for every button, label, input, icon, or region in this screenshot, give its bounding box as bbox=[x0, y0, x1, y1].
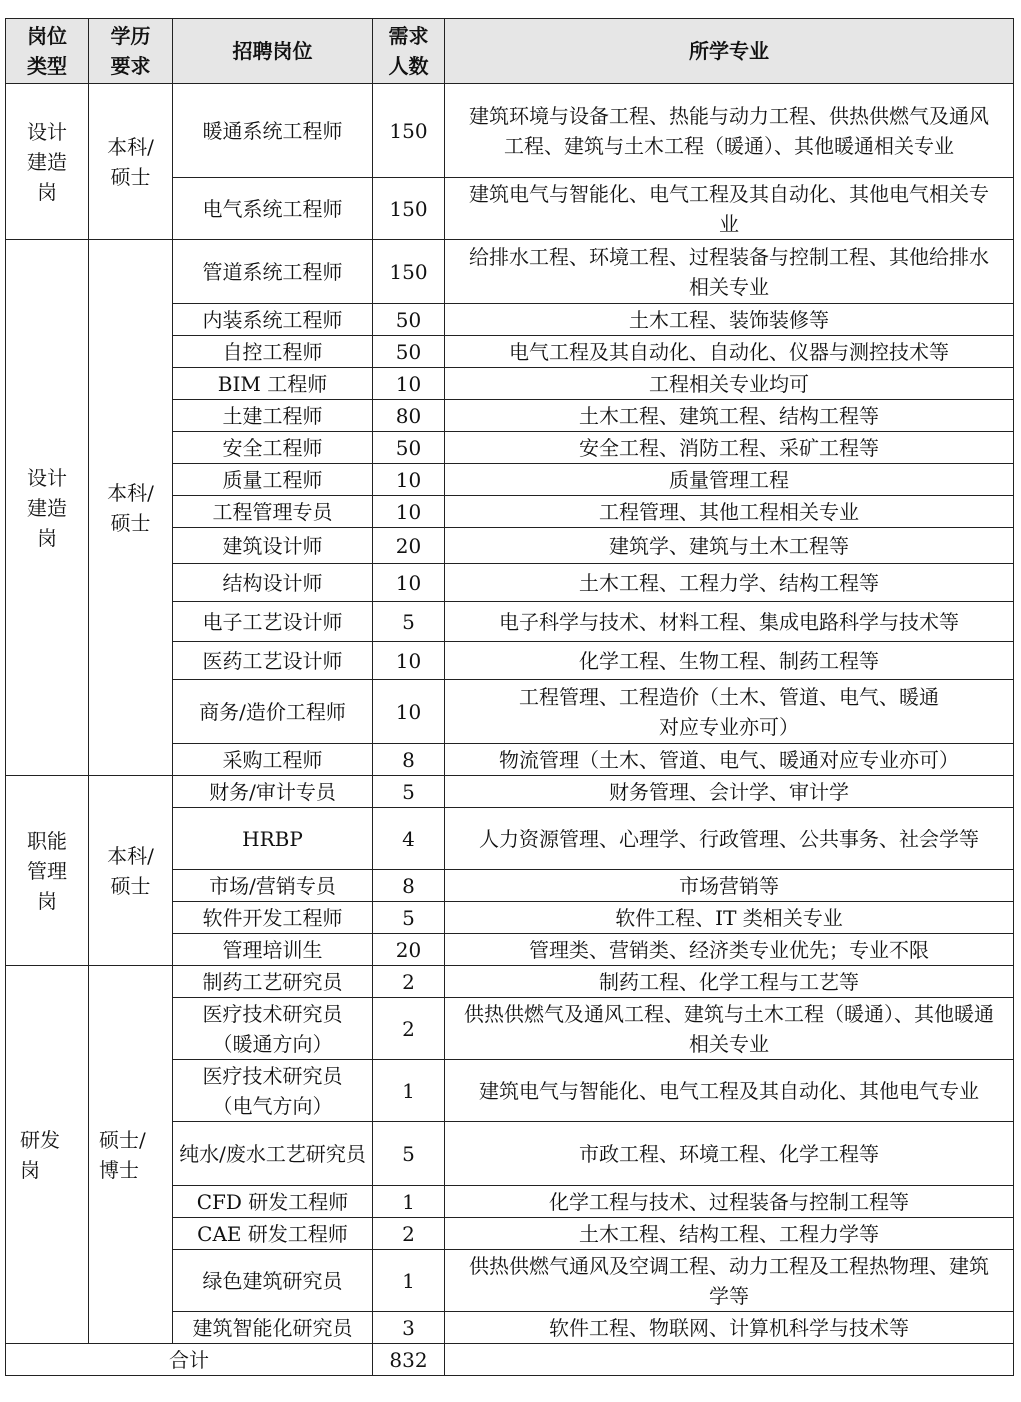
headcount-cell: 2 bbox=[373, 1218, 445, 1250]
major-cell: 管理类、营销类、经济类专业优先；专业不限 bbox=[445, 934, 1014, 966]
total-count: 832 bbox=[373, 1344, 445, 1376]
headcount-cell: 1 bbox=[373, 1060, 445, 1122]
table-row bbox=[6, 84, 1014, 178]
table-row bbox=[6, 240, 1014, 304]
major-cell: 市场营销等 bbox=[445, 870, 1014, 902]
major-cell: 财务管理、会计学、审计学 bbox=[445, 776, 1014, 808]
headcount-cell: 50 bbox=[373, 336, 445, 368]
position-cell: 采购工程师 bbox=[173, 744, 373, 776]
education-cell: 本科/ 硕士 bbox=[89, 776, 173, 966]
major-cell: 供热供燃气通风及空调工程、动力工程及工程热物理、建筑学等 bbox=[445, 1250, 1014, 1312]
position-cell: 内装系统工程师 bbox=[173, 304, 373, 336]
position-cell: 质量工程师 bbox=[173, 464, 373, 496]
position-cell: 医药工艺设计师 bbox=[173, 642, 373, 680]
headcount-cell: 4 bbox=[373, 808, 445, 870]
major-cell: 建筑电气与智能化、电气工程及其自动化、其他电气专业 bbox=[445, 1060, 1014, 1122]
major-cell: 软件工程、IT 类相关专业 bbox=[445, 902, 1014, 934]
major-cell: 安全工程、消防工程、采矿工程等 bbox=[445, 432, 1014, 464]
header-position: 招聘岗位 bbox=[173, 19, 373, 84]
major-cell: 制药工程、化学工程与工艺等 bbox=[445, 966, 1014, 998]
major-cell: 建筑学、建筑与土木工程等 bbox=[445, 528, 1014, 564]
education-cell: 硕士/ 博士 bbox=[89, 966, 173, 1344]
headcount-cell: 10 bbox=[373, 496, 445, 528]
position-cell: 建筑智能化研究员 bbox=[173, 1312, 373, 1344]
position-cell: 建筑设计师 bbox=[173, 528, 373, 564]
major-cell: 工程管理、工程造价（土木、管道、电气、暖通 对应专业亦可） bbox=[445, 680, 1014, 744]
position-cell: 医疗技术研究员 （暖通方向） bbox=[173, 998, 373, 1060]
education-cell: 本科/ 硕士 bbox=[89, 84, 173, 240]
job-category-cell: 研发 岗 bbox=[6, 966, 89, 1344]
header-row bbox=[6, 19, 1014, 84]
headcount-cell: 150 bbox=[373, 84, 445, 178]
total-row bbox=[6, 1344, 1014, 1376]
position-cell: 电子工艺设计师 bbox=[173, 602, 373, 642]
header-type: 岗位 类型 bbox=[6, 19, 89, 84]
major-cell: 电气工程及其自动化、自动化、仪器与测控技术等 bbox=[445, 336, 1014, 368]
major-cell: 电子科学与技术、材料工程、集成电路科学与技术等 bbox=[445, 602, 1014, 642]
major-cell: 给排水工程、环境工程、过程装备与控制工程、其他给排水相关专业 bbox=[445, 240, 1014, 304]
position-cell: 结构设计师 bbox=[173, 564, 373, 602]
headcount-cell: 8 bbox=[373, 870, 445, 902]
education-cell: 本科/ 硕士 bbox=[89, 240, 173, 776]
position-cell: 土建工程师 bbox=[173, 400, 373, 432]
recruitment-table bbox=[5, 18, 1014, 1376]
headcount-cell: 20 bbox=[373, 934, 445, 966]
major-cell: 土木工程、工程力学、结构工程等 bbox=[445, 564, 1014, 602]
headcount-cell: 3 bbox=[373, 1312, 445, 1344]
position-cell: CFD 研发工程师 bbox=[173, 1186, 373, 1218]
headcount-cell: 10 bbox=[373, 564, 445, 602]
position-cell: BIM 工程师 bbox=[173, 368, 373, 400]
position-cell: HRBP bbox=[173, 808, 373, 870]
headcount-cell: 1 bbox=[373, 1186, 445, 1218]
major-cell: 土木工程、装饰装修等 bbox=[445, 304, 1014, 336]
job-category-cell: 设计 建造 岗 bbox=[6, 240, 89, 776]
headcount-cell: 5 bbox=[373, 602, 445, 642]
headcount-cell: 10 bbox=[373, 680, 445, 744]
headcount-cell: 2 bbox=[373, 998, 445, 1060]
major-cell: 土木工程、建筑工程、结构工程等 bbox=[445, 400, 1014, 432]
position-cell: CAE 研发工程师 bbox=[173, 1218, 373, 1250]
position-cell: 医疗技术研究员 （电气方向） bbox=[173, 1060, 373, 1122]
headcount-cell: 20 bbox=[373, 528, 445, 564]
header-major: 所学专业 bbox=[445, 19, 1014, 84]
major-cell: 供热供燃气及通风工程、建筑与土木工程（暖通）、其他暖通相关专业 bbox=[445, 998, 1014, 1060]
headcount-cell: 5 bbox=[373, 776, 445, 808]
major-cell: 软件工程、物联网、计算机科学与技术等 bbox=[445, 1312, 1014, 1344]
major-cell: 工程相关专业均可 bbox=[445, 368, 1014, 400]
major-cell: 质量管理工程 bbox=[445, 464, 1014, 496]
job-category-cell: 职能 管理 岗 bbox=[6, 776, 89, 966]
major-cell: 物流管理（土木、管道、电气、暖通对应专业亦可） bbox=[445, 744, 1014, 776]
headcount-cell: 5 bbox=[373, 1122, 445, 1186]
headcount-cell: 10 bbox=[373, 368, 445, 400]
headcount-cell: 5 bbox=[373, 902, 445, 934]
headcount-cell: 150 bbox=[373, 178, 445, 240]
job-category-cell: 设计 建造 岗 bbox=[6, 84, 89, 240]
headcount-cell: 80 bbox=[373, 400, 445, 432]
major-cell: 人力资源管理、心理学、行政管理、公共事务、社会学等 bbox=[445, 808, 1014, 870]
table-row bbox=[6, 776, 1014, 808]
major-cell: 土木工程、结构工程、工程力学等 bbox=[445, 1218, 1014, 1250]
headcount-cell: 50 bbox=[373, 432, 445, 464]
position-cell: 市场/营销专员 bbox=[173, 870, 373, 902]
position-cell: 商务/造价工程师 bbox=[173, 680, 373, 744]
major-cell: 工程管理、其他工程相关专业 bbox=[445, 496, 1014, 528]
position-cell: 绿色建筑研究员 bbox=[173, 1250, 373, 1312]
total-label: 合计 bbox=[6, 1344, 373, 1376]
position-cell: 安全工程师 bbox=[173, 432, 373, 464]
table-row bbox=[6, 966, 1014, 998]
headcount-cell: 10 bbox=[373, 642, 445, 680]
major-cell: 化学工程与技术、过程装备与控制工程等 bbox=[445, 1186, 1014, 1218]
position-cell: 工程管理专员 bbox=[173, 496, 373, 528]
headcount-cell: 1 bbox=[373, 1250, 445, 1312]
position-cell: 自控工程师 bbox=[173, 336, 373, 368]
position-cell: 电气系统工程师 bbox=[173, 178, 373, 240]
position-cell: 管理培训生 bbox=[173, 934, 373, 966]
major-cell: 市政工程、环境工程、化学工程等 bbox=[445, 1122, 1014, 1186]
headcount-cell: 2 bbox=[373, 966, 445, 998]
position-cell: 管道系统工程师 bbox=[173, 240, 373, 304]
total-empty bbox=[445, 1344, 1014, 1376]
major-cell: 化学工程、生物工程、制药工程等 bbox=[445, 642, 1014, 680]
position-cell: 纯水/废水工艺研究员 bbox=[173, 1122, 373, 1186]
headcount-cell: 10 bbox=[373, 464, 445, 496]
headcount-cell: 150 bbox=[373, 240, 445, 304]
major-cell: 建筑电气与智能化、电气工程及其自动化、其他电气相关专业 bbox=[445, 178, 1014, 240]
header-count: 需求 人数 bbox=[373, 19, 445, 84]
major-cell: 建筑环境与设备工程、热能与动力工程、供热供燃气及通风工程、建筑与土木工程（暖通）、其他暖通相关专业 bbox=[445, 84, 1014, 178]
position-cell: 制药工艺研究员 bbox=[173, 966, 373, 998]
position-cell: 软件开发工程师 bbox=[173, 902, 373, 934]
headcount-cell: 8 bbox=[373, 744, 445, 776]
position-cell: 财务/审计专员 bbox=[173, 776, 373, 808]
header-edu: 学历 要求 bbox=[89, 19, 173, 84]
position-cell: 暖通系统工程师 bbox=[173, 84, 373, 178]
headcount-cell: 50 bbox=[373, 304, 445, 336]
